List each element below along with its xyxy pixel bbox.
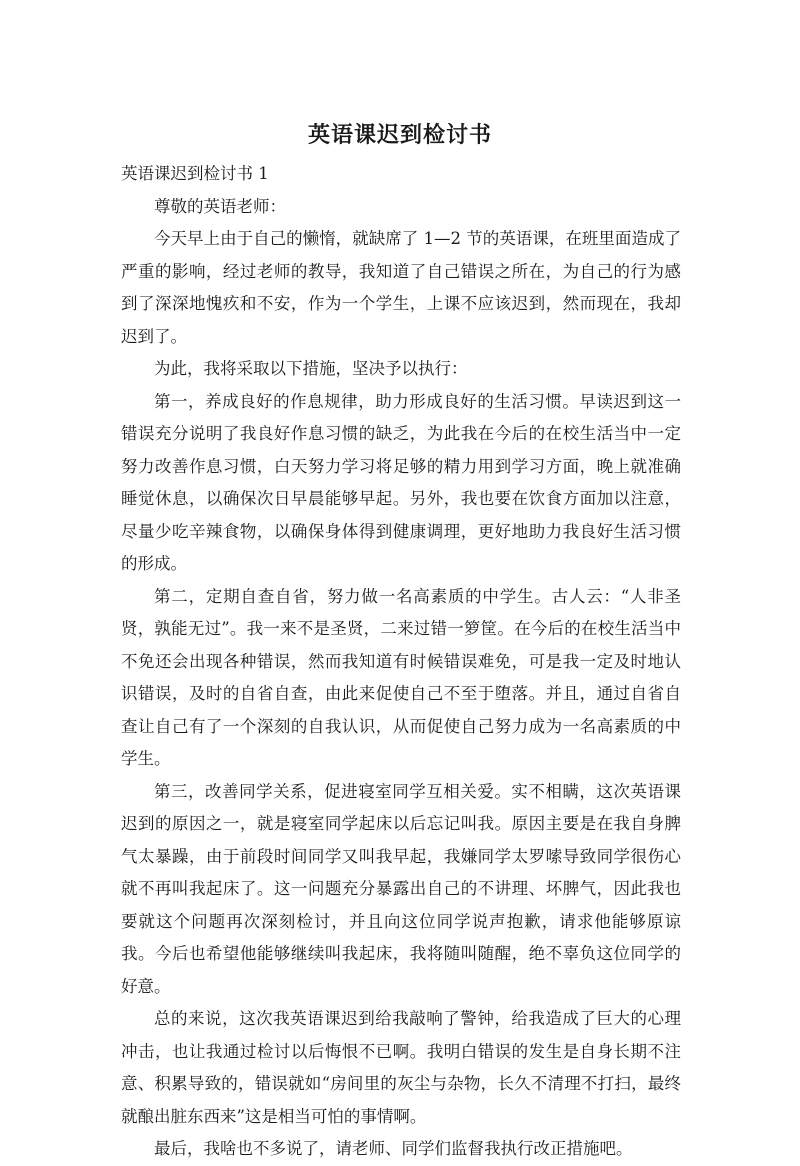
paragraph-first-measure: 第一，养成良好的作息规律，助力形成良好的生活习惯。早读迟到这一错误充分说明了我良好作息习惯的缺乏，为此我在今后的在校生活当中一定努力改善作息习惯，白天努力学习将足够的精力用到学习方面，晚上就准确睡觉休息，以确保次日早晨能够早起。另外，我也要在饮食方面加以注意，尽量少吃辛辣食物，以确保身体得到健康调理，更好地助力我良好生活习惯的形成。 <box>121 391 681 573</box>
paragraph-intro: 今天早上由于自己的懒惰，就缺席了 1—2 节的英语课，在班里面造成了严重的影响，经过老师的教导，我知道了自己错误之所在，为自己的行为感到了深深地愧疚和不安，作为一个学生，上课不应该迟到，然而现在，我却迟到了。 <box>121 229 681 346</box>
paragraph-closing: 最后，我啥也不多说了，请老师、同学们监督我执行改正措施吧。 <box>154 1139 633 1158</box>
paragraph-third-measure: 第三，改善同学关系，促进寝室同学互相关爱。实不相瞒，这次英语课迟到的原因之一，就是寝室同学起床以后忘记叫我。原因主要是在我自身脾气太暴躁，由于前段时间同学又叫我早起，我嫌同学太罗嗦导致同学很伤心就不再叫我起床了。这一问题充分暴露出自己的不讲理、坏脾气，因此我也要就这个问题再次深刻检讨，并且向这位同学说声抱歉，请求他能够原谅我。今后也希望他能够继续叫我起床，我将随叫随醒，绝不辜负这位同学的好意。 <box>121 781 681 996</box>
greeting: 尊敬的英语老师： <box>154 196 286 216</box>
paragraph-second-measure: 第二，定期自查自省，努力做一名高素质的中学生。古人云：“人非圣贤，孰能无过”。我一来不是圣贤，二来过错一箩筐。在今后的在校生活当中不免还会出现各种错误，然而我知道有时候错误难免，可是我一定及时地认识错误，及时的自省自查，由此来促使自己不至于堕落。并且，通过自省自查让自己有了一个深刻的自我认识，从而促使自己努力成为一名高素质的中学生。 <box>121 586 681 768</box>
document-title: 英语课迟到检讨书 <box>307 123 492 148</box>
paragraph-summary: 总的来说，这次我英语课迟到给我敲响了警钟，给我造成了巨大的心理冲击，也让我通过检讨以后悔恨不已啊。我明白错误的发生是自身长期不注意、积累导致的，错误就如“房间里的灰尘与杂物，长久不清理不打扫，最终就酿出脏东西来”这是相当可怕的事情啊。 <box>121 1009 681 1126</box>
document-body <box>121 158 681 1166</box>
document-subtitle: 英语课迟到检讨书 1 <box>121 164 269 183</box>
paragraph-measures-lead: 为此，我将采取以下措施，坚决予以执行： <box>154 359 468 378</box>
